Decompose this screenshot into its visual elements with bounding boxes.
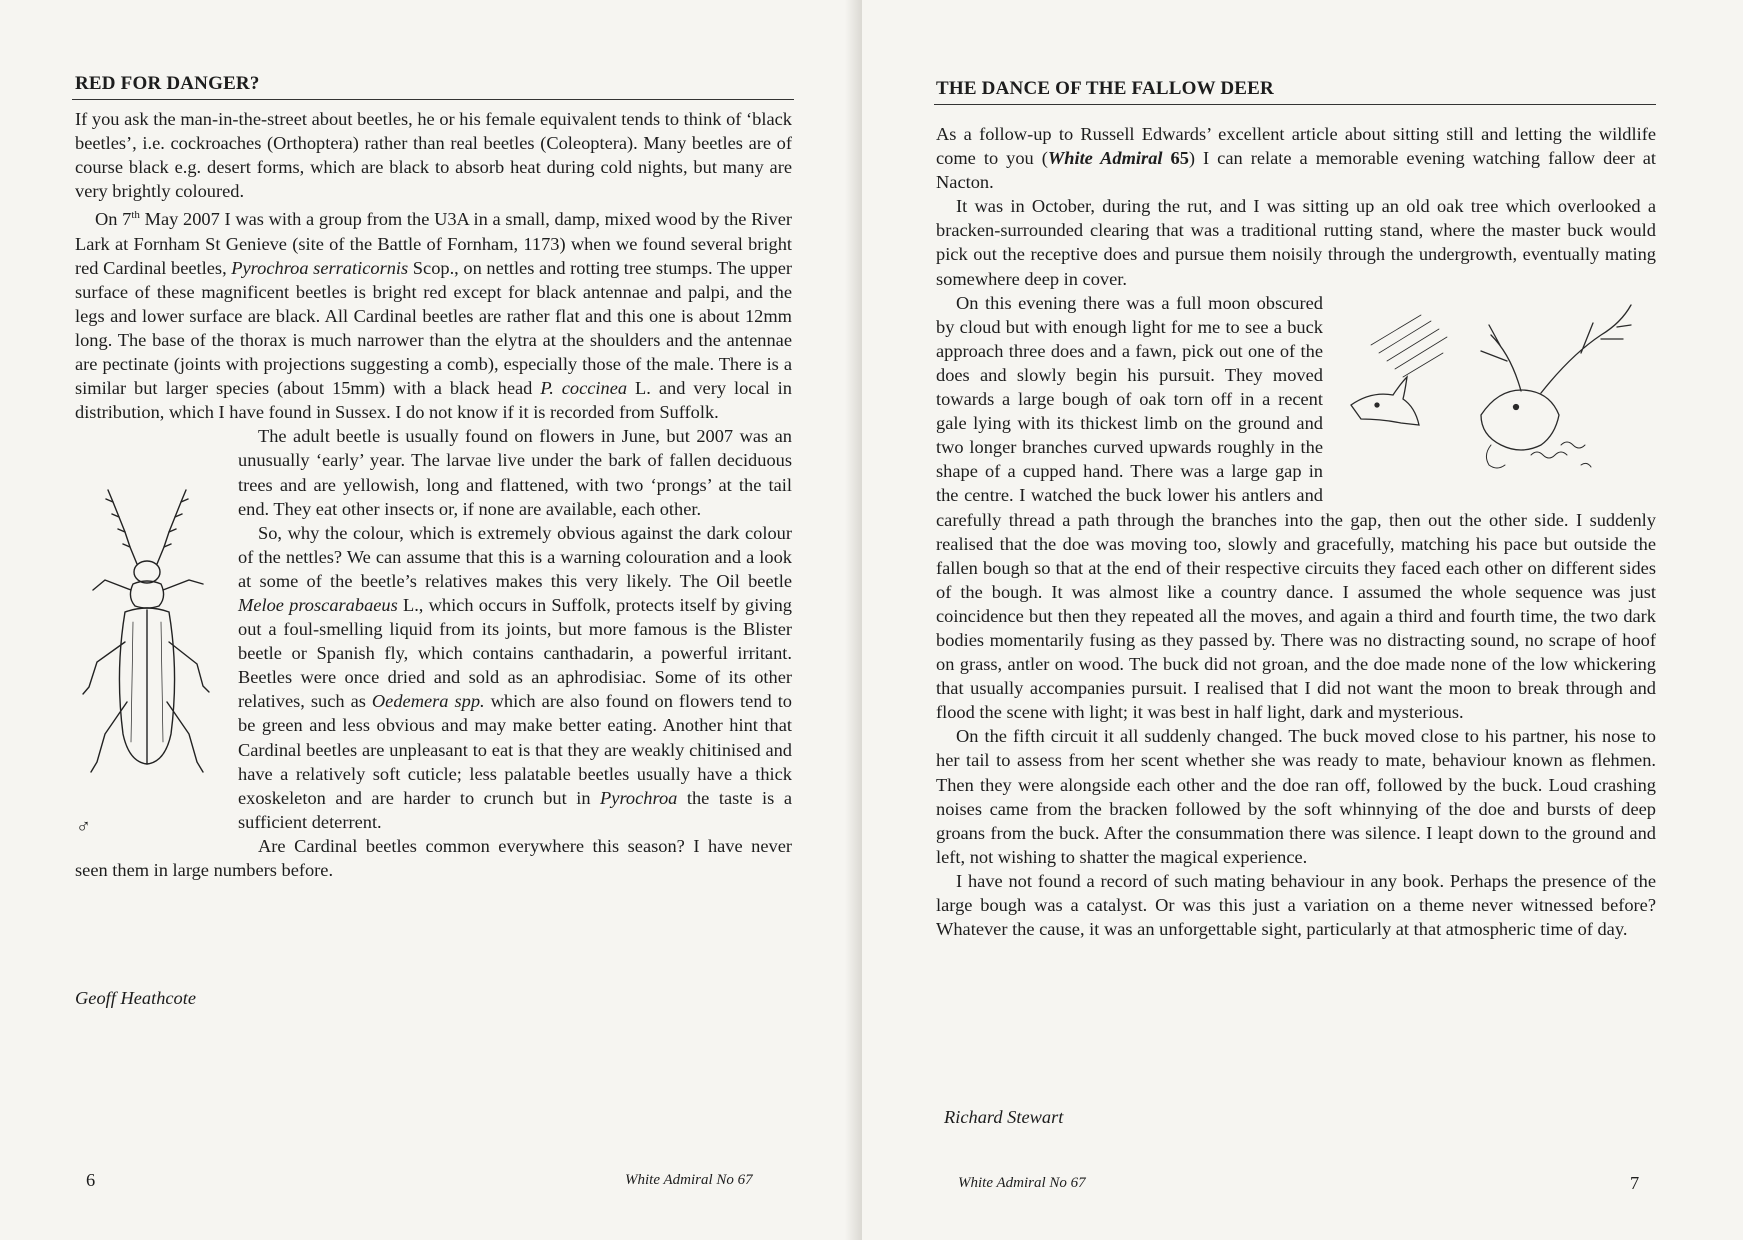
paragraph: On 7th May 2007 I was with a group from the U3A in a small, damp, mixed wood by the River Lark at Fornham St Genieve (site of the Battle of Fornham, 1173) when we found several bright red Cardinal beetles, Pyrochroa serraticornis Scop., on nettles and rotting tree stumps. The upper surface of these magnificent beetles is bright red except for black antennae and palpi, and the legs and lower surface are black. All Cardinal beetles are rather flat and this one is about 12mm long. The base of the thorax is much narrower than the elytra at the shoulders and the antennae are pectinate (joints with projections suggesting a comb), especially those of the male. There is a similar but larger species (about 15mm) with a black head P. coccinea L. and very local in distribution, which I have found in Sussex. I do not know if it is recorded from Suffolk. bbox=[75, 209, 792, 423]
deer-drawing bbox=[1331, 295, 1651, 495]
paragraph: If you ask the man-in-the-street about beetles, he or his female equivalent tends to think of ‘black beetles’, i.e. cockroaches (Orthoptera) rather than real beetles (Coleoptera). Many beetles are of course black e.g. desert forms, which are black to absorb heat during cold nights, but many are very brightly coloured. bbox=[75, 109, 792, 202]
beetle-drawing bbox=[75, 472, 225, 792]
paragraph: As a follow-up to Russell Edwards’ excellent article about sitting still and letting the wildlife come to you (White Admiral 65) I can relate a memorable evening watching fallow deer at Nacton. bbox=[936, 124, 1656, 193]
title-rule bbox=[72, 99, 794, 100]
article-body bbox=[936, 122, 1656, 941]
article-title: RED FOR DANGER? bbox=[75, 73, 260, 94]
paragraph: I have not found a record of such mating behaviour in any book. Perhaps the presence of the large bough was a catalyst. Or was this just a variation on a theme never witnessed before? Whatever the cause, it was an unforgettable sight, particularly at that atmospheric time of day. bbox=[936, 870, 1656, 940]
page-number: 7 bbox=[1630, 1173, 1640, 1193]
paragraph: On this evening there was a full moon obscured by cloud but with enough light for me to see a buck approach three does and a fawn, pick out one of the does and slowly begin his pursuit. They moved towards a large bough of oak torn off in a recent gale lying with its thickest limb on the ground and two longer branches curved upwards roughly in the shape of a cupped hand. There was a large gap in the centre. I watched the buck lower his antlers and carefully thread a path through the branches into the gap, then out the other side. I suddenly realised that the doe was moving too, slowly and gracefully, matching his pace but outside the fallen bough so that at the end of their respective circuits they faced each other on different sides of the bough. It was almost like a country dance. I assumed the whole sequence was just coincidence but then they repeated all the moves, and again a third and fourth time, the two dark bodies momentarily fusing as they passed by. There was no distracting sound, no scrape of hoof on grass, antler on wood. The buck did not groan, and the doe made none of the low whickering that usually accompanies pursuit. I realised that I did not want the moon to break through and flood the scene with light; it was best in half light, dark and mysterious. bbox=[936, 292, 1656, 723]
title-rule bbox=[934, 104, 1656, 105]
left-page bbox=[0, 0, 860, 1240]
paragraph: So, why the colour, which is extremely obvious against the dark colour of the nettles? We can assume that this is a warning colouration and a look at some of the beetle’s relatives makes this very likely. The Oil beetle Meloe proscarabaeus L., which occurs in Suffolk, protects itself by giving out a foul-smelling liquid from its joints, but more famous is the Blister beetle or Spanish fly, which contains canthadarin, a powerful irritant. Beetles were once dried and sold as an aphrodisiac. Some of its other relatives, such as Oedemera spp. which are also found on flowers tend to be green and less obvious and may make better eating. Another hint that Cardinal beetles are unpleasant to eat is that they are weakly chitinised and have a relatively soft cuticle; less palatable beetles usually have a thick exoskeleton and are harder to crunch but in Pyrochroa the taste is a sufficient deterrent. bbox=[238, 522, 793, 832]
page-number: 6 bbox=[86, 1170, 96, 1190]
deer-illustration bbox=[1331, 295, 1656, 500]
paragraph: Are Cardinal beetles common everywhere this season? I have never seen them in large numbers before. bbox=[75, 835, 792, 881]
article-title: THE DANCE OF THE FALLOW DEER bbox=[936, 78, 1274, 99]
article-body bbox=[75, 107, 792, 882]
paragraph: On the fifth circuit it all suddenly changed. The buck moved close to his partner, his nose to her tail to assess from her scent whether she was ready to mate, behaviour known as flehmen. Then they were alongside each other and the doe ran off, followed by the buck. Loud crashing noises came from the bracken followed by the soft whinnying of the doe and bursts of deep groans from the buck. After the consummation there was silence. I leapt down to the ground and left, not wishing to shatter the magical experience. bbox=[936, 726, 1656, 867]
male-symbol: ♂ bbox=[76, 816, 91, 838]
page-footer: White Admiral No 67 bbox=[625, 1172, 753, 1188]
page-footer: White Admiral No 67 bbox=[958, 1175, 1086, 1191]
author-byline: Geoff Heathcote bbox=[75, 988, 197, 1008]
right-page bbox=[862, 0, 1743, 1240]
paragraph: It was in October, during the rut, and I was sitting up an old oak tree which overlooked a bracken-surrounded clearing that was a traditional rutting stand, where the master buck would pick out the receptive does and pursue them noisily through the undergrowth, eventually mating somewhere deep in cover. bbox=[936, 196, 1656, 289]
beetle-illustration bbox=[75, 472, 230, 840]
paragraph: The adult beetle is usually found on flowers in June, but 2007 was an unusually ‘early’ year. The larvae live under the bark of fallen deciduous trees and are yellowish, long and flattened, with two ‘prongs’ at the tail end. They eat other insects or, if none are available, each other. bbox=[238, 426, 792, 519]
author-byline: Richard Stewart bbox=[944, 1107, 1064, 1127]
